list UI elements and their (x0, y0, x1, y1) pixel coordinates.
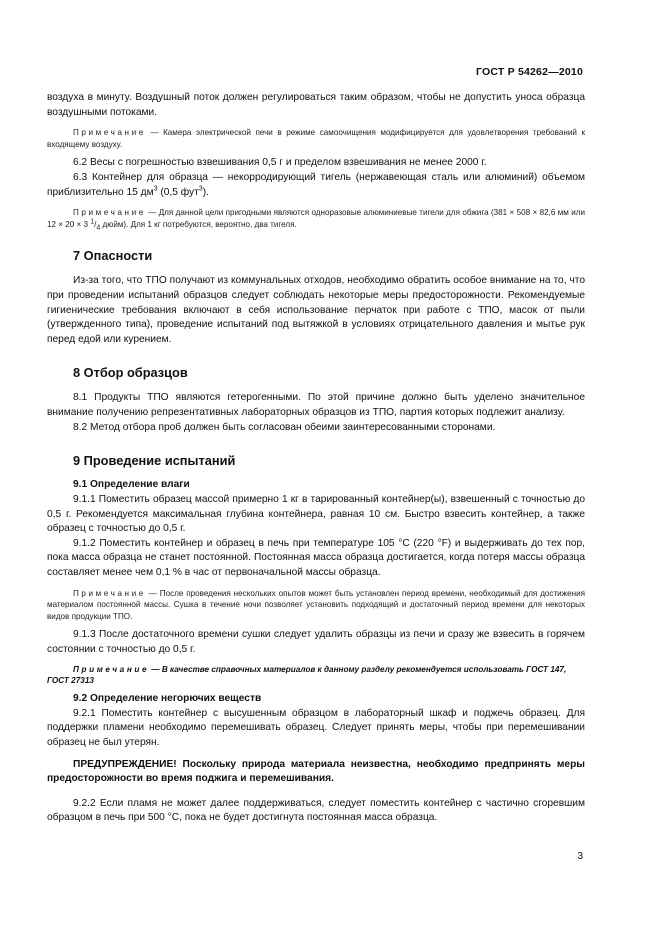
paragraph-9-1-3: 9.1.3 После достаточного времени сушки следует удалить образцы из печи и сразу же взвесить в горячем состоянии с точностью до 0,5 г. (47, 629, 585, 656)
section-title-8: 8 Отбор образцов (73, 365, 188, 381)
note-text: — В качестве справочных материалов к данному разделу рекомендуется использовать ГОСТ 147, ГОСТ 27313 (47, 664, 567, 686)
p6-3-text: 6.3 Контейнер для образца — некорродирующий тигель (нержавеющая сталь или алюминий) объемом приблизительно 15 дм (47, 171, 585, 198)
note-text: дюйм). Для 1 кг потребуются, вероятно, два тигеля. (100, 219, 297, 229)
note-oven-chamber (47, 127, 585, 150)
note-drying-period (47, 588, 585, 623)
note-text: — После проведения нескольких опытов может быть установлен период времени, необходимый для достижения материалом постоянной массы. Сушка в течение ночи позволяет установить подходящий и достаточный период времени для некоторых видов продукции ТПО. (47, 588, 585, 621)
standard-header: ГОСТ Р 54262—2010 (475, 66, 583, 78)
superscript: 3 (198, 185, 203, 193)
p6-3-text: ). (202, 186, 209, 198)
note-label: Примечание (73, 664, 150, 674)
paragraph-continuation: воздуха в минуту. Воздушный поток должен регулироваться таким образом, чтобы не допустить уноса образца воздушными потоками. (47, 92, 585, 118)
note-text: — Для данной цели пригодными являются одноразовые алюминиевые тигели для обжига (381 × 508 × 82,6 мм или 12 × 20 × 3 (47, 208, 585, 229)
paragraph-8-2: 8.2 Метод отбора проб должен быть согласован обеими заинтересованными сторонами. (73, 421, 496, 433)
paragraph-9-1-2: 9.1.2 Поместить контейнер и образец в печь при температуре 105 °C (220 °F) и выдерживать до тех пор, пока масса образца не станет постоянной. Постоянная масса образца достигается, когда потеря массы образца составляет менее чем 0,1 % в час от первоначальной массы образца. (47, 537, 585, 579)
superscript: 3 (153, 185, 158, 193)
page-number: 3 (577, 851, 583, 862)
paragraph-9-1-1: 9.1.1 Поместить образец массой примерно 1 кг в тарированный контейнер(ы), взвешенный с точностью до 0,5 г. Рекомендуется максимальная глубина контейнера, равная 10 см. Быстро взвесить контейнер, а также образец с точностью до 0,5 г. (47, 494, 585, 535)
paragraph-8-1: 8.1 Продукты ТПО являются гетерогенными. По этой причине должно быть уделено значительное внимание получению репрезентативных лабораторных образцов из ТПО, партия которых подлежит анализу. (47, 392, 585, 418)
page-content (47, 91, 585, 826)
paragraph-6-3 (47, 171, 585, 200)
paragraph-6-2: 6.2 Весы с погрешностью взвешивания 0,5 г и пределом взвешивания не менее 2000 г. (73, 157, 487, 169)
subsection-title-9-2: 9.2 Определение негорючих веществ (73, 692, 262, 704)
paragraph-section-7: Из-за того, что ТПО получают из коммунальных отходов, необходимо обратить особое внимание на то, что при проведении испытаний образцов следует соблюдать некоторые меры предосторожности. Рекомендуемые гигиенические требования включают в себя использование перчаток при работе с ТПО, масок от пыли (утвержденного типа), проведение испытаний под вытяжкой в условиях отрицательного давления и мытье рук перед едой или курением. (47, 275, 585, 345)
warning-text: ПРЕДУПРЕЖДЕНИЕ! Поскольку природа материала неизвестна, необходимо предпринять меры предосторожности во время поджига и перемешивания. (47, 758, 585, 785)
subsection-title-9-1: 9.1 Определение влаги (73, 479, 190, 491)
note-reference-standards (47, 664, 585, 687)
note-text: — Камера электрической печи в режиме самоочищения модифицируется для удовлетворения требований к входящему воздуху. (47, 128, 585, 149)
paragraph-9-2-1: 9.2.1 Поместить контейнер с высушенным образцом в лабораторный шкаф и поджечь образец. Для поддержки пламени необходимо перемешивать образец. Следует принять меры, чтобы при перемешивании образец не был утерян. (47, 707, 585, 748)
note-label: Примечание (73, 208, 146, 218)
note-crucibles: Примечание — Для данной цели пригодными являются одноразовые алюминиевые тигели для обжига (381 × 508 × 82,6 мм или 12 × 20 × 3 $^1/_4$ дюйм). Для 1 кг потребуются, вероятно, два тигеля. (47, 208, 585, 232)
section-title-9: 9 Проведение испытаний (73, 453, 236, 469)
note-label: Примечание (73, 588, 146, 598)
fraction-denominator: 4 (96, 224, 101, 232)
fraction-numerator: 1 (90, 218, 95, 226)
section-title-7: 7 Опасности (73, 248, 153, 264)
note-label: Примечание (73, 128, 146, 138)
paragraph-9-2-2: 9.2.2 Если пламя не может далее поддерживаться, следует поместить контейнер с частично сгоревшим образцом в печь при 500 °C, пока не будет достигнута постоянная масса образца. (47, 797, 585, 824)
p6-3-text: (0,5 фут (157, 186, 199, 198)
